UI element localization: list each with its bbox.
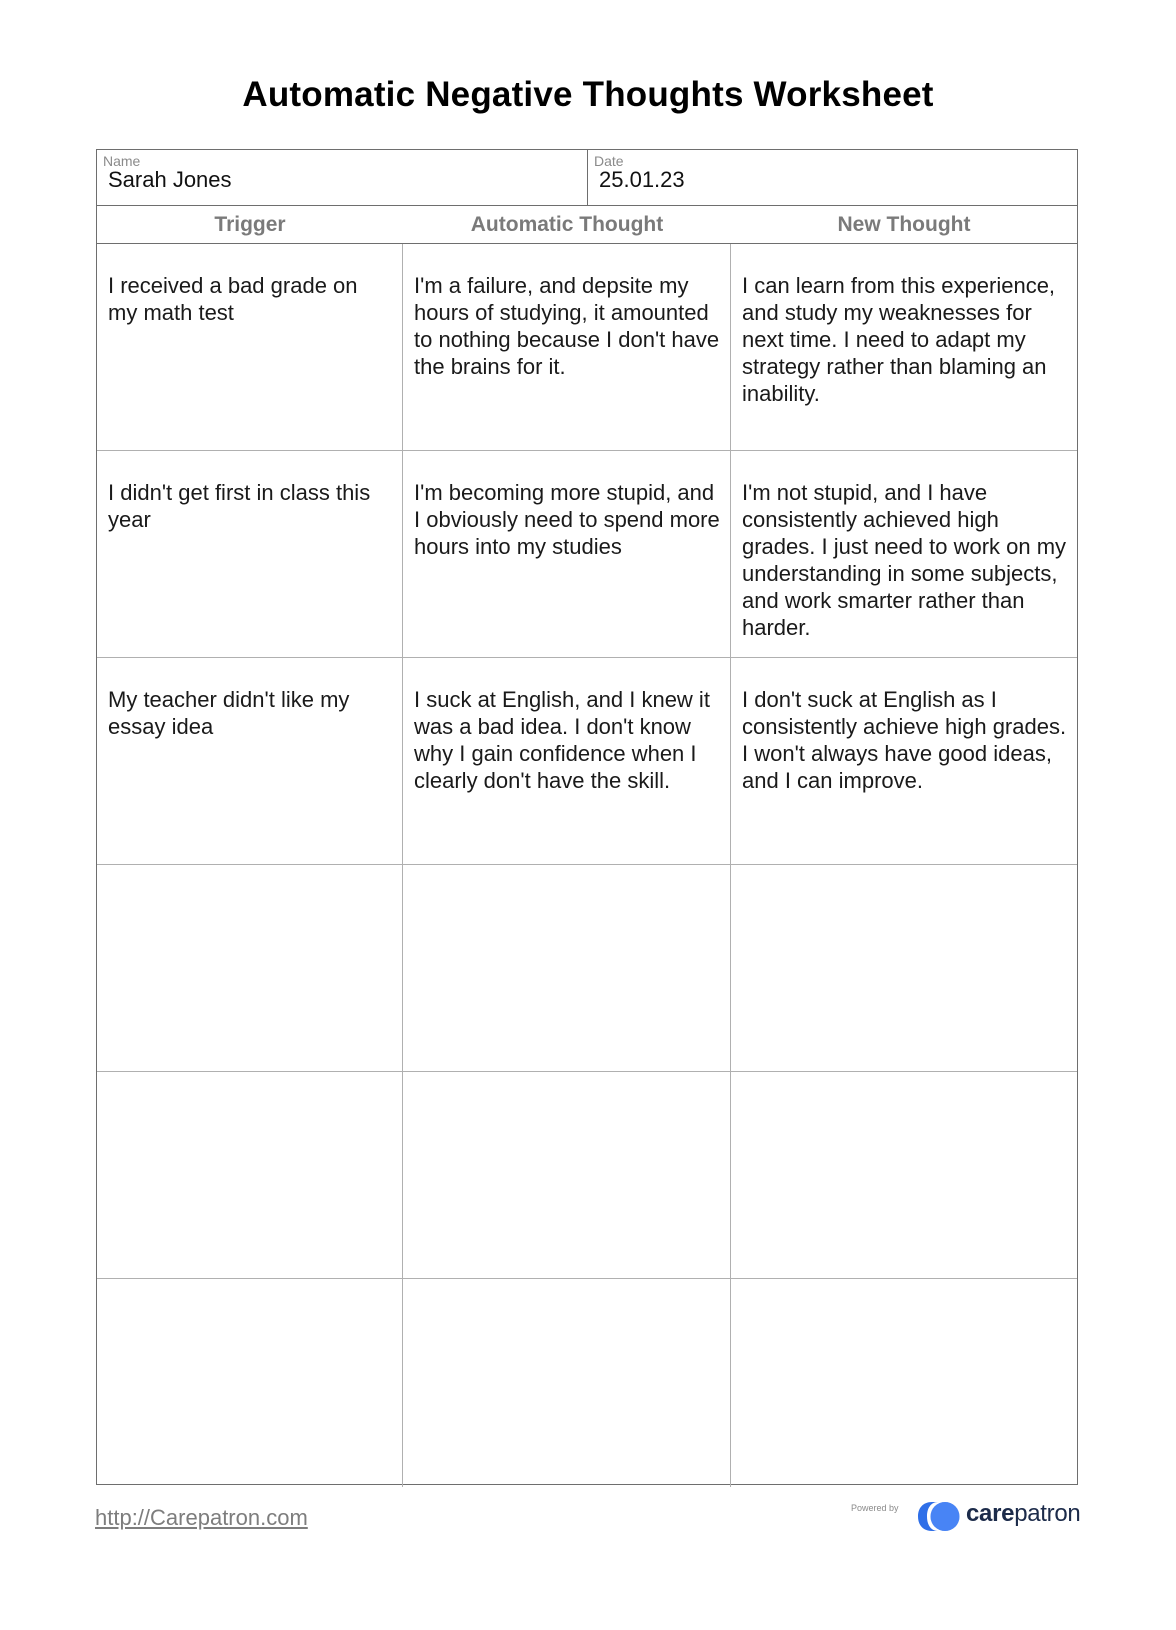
date-field[interactable] <box>588 150 1077 205</box>
automatic-thought-cell[interactable] <box>403 1279 731 1487</box>
powered-by-label: Powered by <box>851 1503 899 1513</box>
name-label: Name <box>103 153 141 169</box>
column-header-automatic-thought: Automatic Thought <box>470 213 664 236</box>
new-thought-cell[interactable] <box>731 865 1077 1071</box>
new-thought-cell[interactable]: I'm not stupid, and I have consistently achieved high grades. I just need to work on my understanding in some subjects, and work smarter rather than harder. <box>742 480 1067 640</box>
carepatron-brand <box>966 1500 1080 1528</box>
name-value: Sarah Jones <box>108 167 232 192</box>
table-row <box>97 1279 1077 1487</box>
name-field[interactable] <box>97 150 588 205</box>
table-row <box>97 244 1077 451</box>
date-label: Date <box>594 153 624 169</box>
info-row <box>97 150 1077 206</box>
column-header-trigger: Trigger <box>214 213 286 236</box>
carepatron-link[interactable]: http://Carepatron.com <box>95 1505 308 1530</box>
trigger-cell[interactable] <box>97 1072 403 1278</box>
automatic-thought-cell[interactable]: I'm a failure, and depsite my hours of studying, it amounted to nothing because I don't have the brains for it. <box>403 244 731 450</box>
automatic-thought-cell[interactable] <box>403 1072 731 1278</box>
trigger-cell[interactable]: My teacher didn't like my essay idea <box>97 658 403 864</box>
brand-care: care <box>966 1500 1015 1527</box>
trigger-cell[interactable] <box>97 865 403 1071</box>
new-thought-cell[interactable]: I don't suck at English as I consistently achieve high grades. I won't always have good ideas, and I can improve. <box>742 687 1067 793</box>
date-value: 25.01.23 <box>599 167 685 192</box>
worksheet-table <box>96 149 1078 1485</box>
trigger-cell[interactable]: I didn't get first in class this year <box>97 451 403 657</box>
carepatron-logo-icon <box>916 1500 962 1533</box>
page-title: Automatic Negative Thoughts Worksheet <box>242 75 934 114</box>
new-thought-cell[interactable]: I can learn from this experience, and study my weaknesses for next time. I need to adapt my strategy rather than blaming an inability. <box>742 273 1056 406</box>
trigger-cell[interactable]: I received a bad grade on my math test <box>97 244 403 450</box>
automatic-thought-cell[interactable] <box>403 865 731 1071</box>
table-row <box>97 1072 1077 1279</box>
new-thought-cell[interactable] <box>731 1279 1077 1487</box>
trigger-cell[interactable] <box>97 1279 403 1487</box>
automatic-thought-cell[interactable]: I suck at English, and I knew it was a bad idea. I don't know why I gain confidence when I clearly don't have the skill. <box>403 658 731 864</box>
table-header <box>97 206 1077 244</box>
table-row <box>97 865 1077 1072</box>
brand-patron: patron <box>1014 1500 1081 1527</box>
new-thought-cell[interactable] <box>731 1072 1077 1278</box>
table-row <box>97 451 1077 658</box>
column-header-new-thought: New Thought <box>837 213 971 236</box>
table-row <box>97 658 1077 865</box>
automatic-thought-cell[interactable]: I'm becoming more stupid, and I obviously need to spend more hours into my studies <box>403 451 731 657</box>
